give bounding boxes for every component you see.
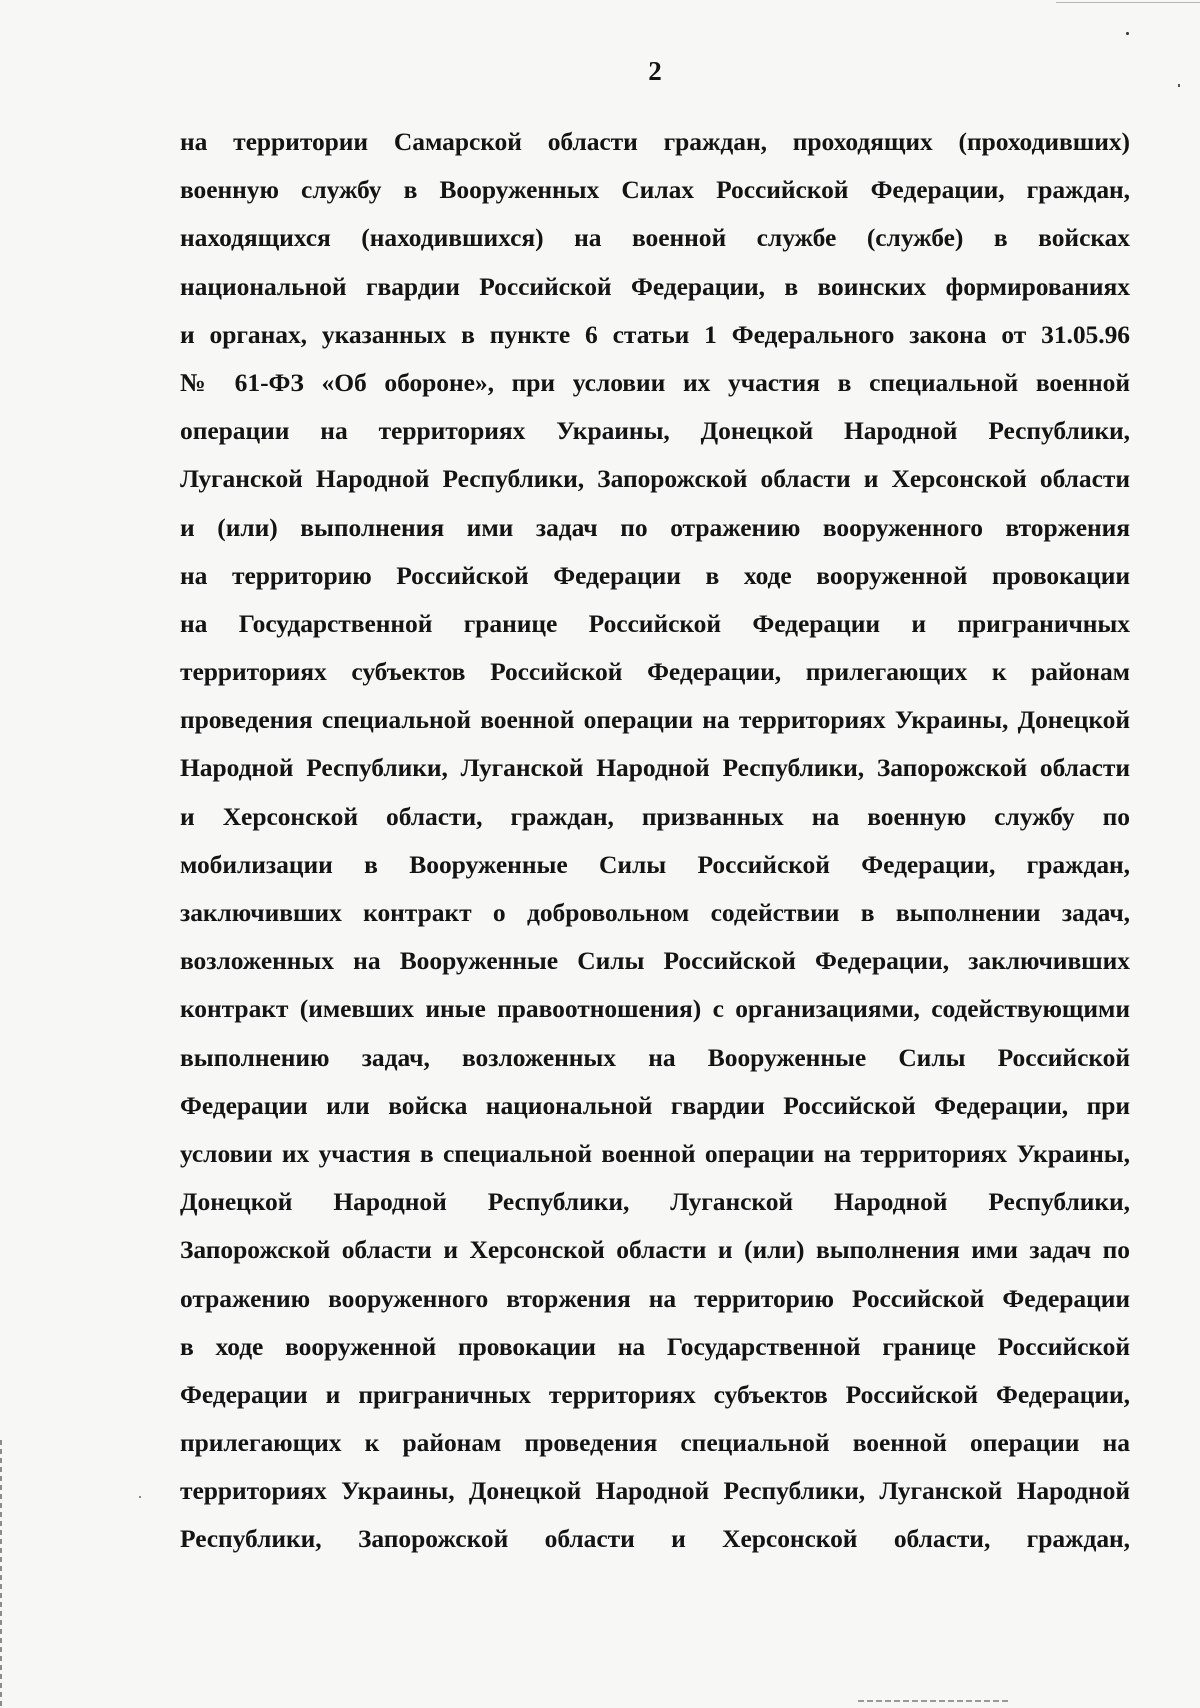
text-line: и органах, указанных в пункте 6 статьи 1 Федерального закона от 31.05.96 (180, 319, 1130, 349)
text-line: Республики, Запорожской области и Херсонской области, граждан, (180, 1524, 1130, 1554)
text-line: контракт (имевших иные правоотношения) с организациями, содействующими (180, 994, 1130, 1024)
text-line: заключивших контракт о добровольном содействии в выполнении задач, (180, 898, 1130, 927)
text-line: Народной Республики, Луганской Народной Республики, Запорожской области (180, 753, 1130, 783)
text-line: и Херсонской области, граждан, призванных на военную службу по (180, 801, 1130, 831)
text-line: на территории Самарской области граждан, проходящих (проходивших) (180, 127, 1130, 156)
text-line: прилегающих к районам проведения специальной военной операции на (180, 1428, 1130, 1458)
text-line: проведения специальной военной операции на территориях Украины, Донецкой (180, 705, 1130, 735)
text-line: Федерации и приграничных территориях субъектов Российской Федерации, (180, 1379, 1130, 1409)
text-line: военную службу в Вооруженных Силах Российской Федерации, граждан, (180, 175, 1130, 205)
text-line: территориях Украины, Донецкой Народной Республики, Луганской Народной (180, 1476, 1130, 1506)
scan-edge-mark (858, 1700, 1008, 1702)
text-line: Донецкой Народной Республики, Луганской Народной Республики, (180, 1187, 1130, 1217)
scan-edge-mark (0, 1440, 2, 1708)
text-line: Луганской Народной Республики, Запорожской области и Херсонской области (180, 464, 1130, 494)
text-line: возложенных на Вооруженные Силы Российской Федерации, заключивших (180, 946, 1130, 976)
text-line: на Государственной границе Российской Федерации и приграничных (180, 608, 1130, 638)
text-line: Федерации или войска национальной гвардии Российской Федерации, при (180, 1090, 1130, 1120)
text-line: отражению вооруженного вторжения на территорию Российской Федерации (180, 1283, 1130, 1313)
text-line: в ходе вооруженной провокации на Государственной границе Российской (180, 1331, 1130, 1361)
scan-speck (139, 1496, 141, 1498)
text-line: условии их участия в специальной военной операции на территориях Украины, (180, 1138, 1130, 1168)
scan-edge-mark (1056, 2, 1200, 3)
text-line: территориях субъектов Российской Федерации, прилегающих к районам (180, 657, 1130, 687)
text-line: мобилизации в Вооруженные Силы Российской Федерации, граждан, (180, 849, 1130, 879)
text-line: и (или) выполнения ими задач по отражению вооруженного вторжения (180, 512, 1130, 542)
text-line: № 61-ФЗ «Об обороне», при условии их участия в специальной военной (180, 367, 1130, 397)
text-line: находящихся (находившихся) на военной службе (службе) в войсках (180, 223, 1130, 253)
text-line: выполнению задач, возложенных на Вооруженные Силы Российской (180, 1042, 1130, 1072)
text-line: операции на территориях Украины, Донецкой Народной Республики, (180, 416, 1130, 446)
text-line: Запорожской области и Херсонской области и (или) выполнения ими задач по (180, 1235, 1130, 1265)
body-text (180, 118, 1130, 1564)
text-line: на территорию Российской Федерации в ходе вооруженной провокации (180, 560, 1130, 590)
scan-speck (1126, 32, 1129, 35)
page-number: 2 (648, 56, 662, 86)
text-line: национальной гвардии Российской Федерации, в воинских формированиях (180, 271, 1130, 301)
